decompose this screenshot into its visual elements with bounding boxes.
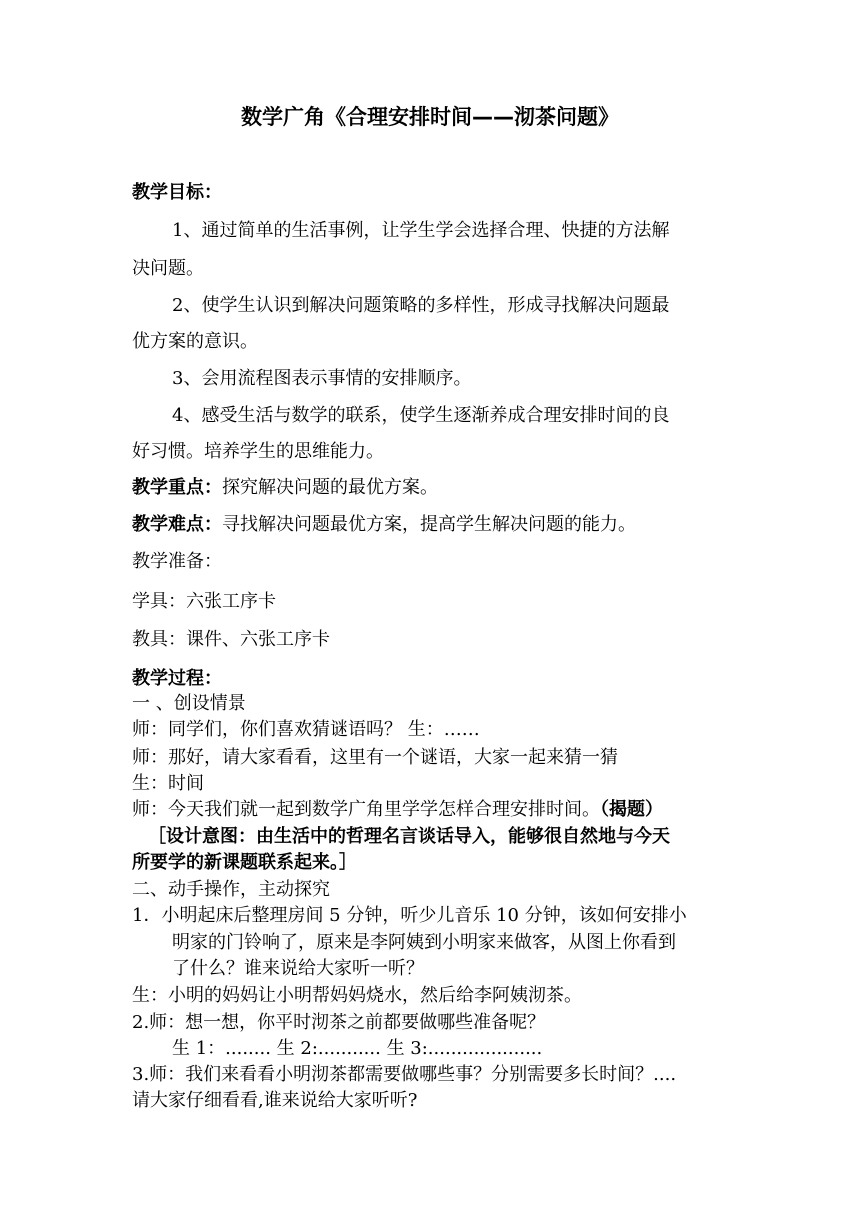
dialogue-line-3: 生：时间 bbox=[132, 773, 204, 794]
page-title: 数学广角《合理安排时间——沏茶问题》 bbox=[241, 105, 619, 129]
goal-1-line-2: 决问题。 bbox=[132, 258, 204, 279]
dialogue-line-2: 师：那好，请大家看看，这里有一个谜语，大家一起来猜一猜 bbox=[132, 747, 618, 768]
teacher-tools: 教具：课件、六张工序卡 bbox=[132, 629, 330, 650]
prep-heading: 教学准备： bbox=[132, 551, 222, 572]
goal-4-line-1: 4、感受生活与数学的联系，使学生逐渐养成合理安排时间的良 bbox=[172, 405, 670, 426]
design-intent-line-1: ［设计意图：由生活中的哲理名言谈话导入，能够很自然地与今天 bbox=[148, 826, 670, 847]
question-3-line-1: 3.师：我们来看看小明沏茶都需要做哪些事？分别需要多长时间？.... bbox=[132, 1064, 677, 1085]
design-intent-line-2: 所要学的新课题联系起来。］ bbox=[132, 852, 357, 873]
goal-2-line-1: 2、使学生认识到解决问题策略的多样性，形成寻找解决问题最 bbox=[172, 295, 670, 316]
key-point-label: 教学重点： bbox=[132, 477, 222, 498]
difficulty-label: 教学难点： bbox=[132, 514, 222, 535]
question-1-line-2: 明家的门铃响了，原来是李阿姨到小明家来做客，从图上你看到 bbox=[172, 932, 676, 953]
question-1-line-1: 1．小明起床后整理房间 5 分钟，听少儿音乐 10 分钟，该如何安排小 bbox=[132, 905, 687, 926]
process-heading: 教学过程： bbox=[132, 668, 222, 689]
difficulty-point bbox=[132, 513, 636, 537]
dialogue-line-4-text: 师：今天我们就一起到数学广角里学学怎样合理安排时间。 bbox=[132, 799, 600, 820]
key-point-text: 探究解决问题的最优方案。 bbox=[222, 477, 438, 498]
goal-1-line-1: 1、通过简单的生活事例，让学生学会选择合理、快捷的方法解 bbox=[172, 220, 670, 241]
difficulty-text: 寻找解决问题最优方案，提高学生解决问题的能力。 bbox=[222, 514, 636, 535]
question-3-line-2: 请大家仔细看看,谁来说给大家听听? bbox=[132, 1090, 418, 1111]
answer-1: 生：小明的妈妈让小明帮妈妈烧水，然后给李阿姨沏茶。 bbox=[132, 985, 582, 1006]
question-2: 2.师：想一想，你平时沏茶之前都要做哪些准备呢？ bbox=[132, 1012, 546, 1033]
dialogue-line-1: 师：同学们，你们喜欢猜谜语吗？ 生：…… bbox=[132, 719, 480, 740]
answer-2: 生 1：........ 生 2:........... 生 3:.................... bbox=[172, 1038, 543, 1059]
dialogue-line-4 bbox=[132, 798, 663, 822]
reveal-topic-label: （揭题） bbox=[600, 799, 663, 820]
question-1-line-3: 了什么？谁来说给大家听一听？ bbox=[172, 958, 424, 979]
goal-4-line-2: 好习惯。培养学生的思维能力。 bbox=[132, 441, 384, 462]
goal-3: 3、会用流程图表示事情的安排顺序。 bbox=[172, 368, 472, 389]
section-1-heading: 一 、创设情景 bbox=[132, 693, 246, 714]
student-tools: 学具：六张工序卡 bbox=[132, 591, 276, 612]
section-2-heading: 二、动手操作，主动探究 bbox=[132, 879, 330, 900]
goals-heading: 教学目标： bbox=[132, 182, 222, 203]
key-point bbox=[132, 476, 438, 500]
goal-2-line-2: 优方案的意识。 bbox=[132, 331, 258, 352]
